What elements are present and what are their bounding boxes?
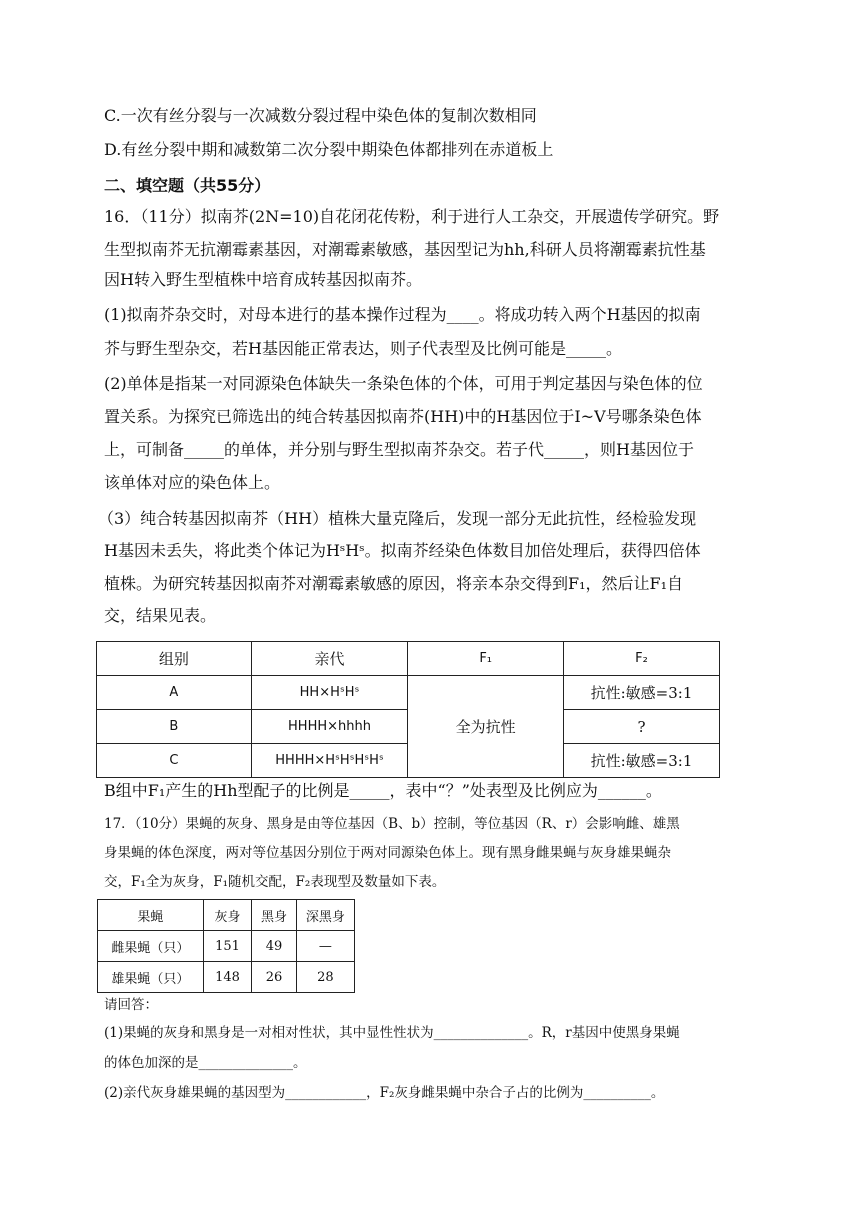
table-header-row xyxy=(98,900,355,931)
q17-sub: (2)亲代灰身雄果蝇的基因型为____________，F₂灰身雌果蝇中杂合子占的比例为__________。 xyxy=(104,1085,665,1101)
q16-line: 该单体对应的染色体上。 xyxy=(104,473,281,492)
table-cell-f2: ? xyxy=(564,710,720,744)
table-cell-parents: HHHH×hhhh xyxy=(251,710,408,744)
table-cell: 26 xyxy=(252,962,296,993)
table-header-cell: F₂ xyxy=(564,642,720,676)
table-header-cell: 灰身 xyxy=(203,900,252,931)
q16-line: 植株。为研究转基因拟南芥对潮霉素敏感的原因，将亲本杂交得到F₁，然后让F₁自 xyxy=(104,574,684,593)
q17-line: 身果蝇的体色深度，两对等位基因分别位于两对同源染色体上。现有黑身雌果蝇与灰身雄果蝇杂 xyxy=(104,845,671,861)
table-cell: 151 xyxy=(203,931,252,962)
option-d: D.有丝分裂中期和减数第二次分裂中期染色体都排列在赤道板上 xyxy=(104,140,554,159)
q17-line: 交，F₁全为灰身，F₁随机交配，F₂表现型及数量如下表。 xyxy=(104,874,446,890)
table-cell-group: B xyxy=(97,710,252,744)
table-header-cell: 黑身 xyxy=(252,900,296,931)
table-cell-group: C xyxy=(97,744,252,778)
q16-line: (2)单体是指某一对同源染色体缺失一条染色体的个体，可用于判定基因与染色体的位 xyxy=(104,374,703,393)
table-cell-f1-merged: 全为抗性 xyxy=(408,676,564,778)
table-cell-f2: 抗性:敏感=3:1 xyxy=(564,676,720,710)
q16-line: 交，结果见表。 xyxy=(104,606,217,625)
table-cell-f2: 抗性:敏感=3:1 xyxy=(564,744,720,778)
table-cell: 148 xyxy=(203,962,252,993)
table-cell: 28 xyxy=(296,962,354,993)
q16-line: 16．（11分）拟南芥(2N=10)自花闭花传粉，利于进行人工杂交，开展遗传学研究。野 xyxy=(104,207,720,226)
section-heading: 二、填空题（共55分） xyxy=(104,176,271,195)
q16-after-table: B组中F₁产生的Hh型配子的比例是_____，表中“？”处表型及比例应为______。 xyxy=(104,781,662,800)
q16-line: （3）纯合转基因拟南芥（HH）植株大量克隆后，发现一部分无此抗性，经检验发现 xyxy=(98,509,697,528)
q16-line: 置关系。为探究已筛选出的纯合转基因拟南芥(HH)中的H基因位于Ⅰ~Ⅴ号哪条染色体 xyxy=(104,407,702,426)
table-cell: 雄果蝇（只） xyxy=(98,962,204,993)
table-row xyxy=(97,676,720,710)
table-cell-parents: HHHH×HˢHˢHˢHˢ xyxy=(251,744,408,778)
table-header-cell: 亲代 xyxy=(251,642,408,676)
q16-line: 因H转入野生型植株中培育成转基因拟南芥。 xyxy=(104,270,422,289)
q17-table xyxy=(97,899,355,993)
table-cell: 49 xyxy=(252,931,296,962)
q16-line: (1)拟南芥杂交时，对母本进行的基本操作过程为____。将成功转入两个H基因的拟南 xyxy=(104,305,701,324)
q17-prompt: 请回答： xyxy=(104,997,158,1013)
q17-line: 17．（10分）果蝇的灰身、黑身是由等位基因（B、b）控制，等位基因（R、r）会影响雌、雄黑 xyxy=(104,816,680,832)
q17-sub: 的体色加深的是______________。 xyxy=(104,1055,307,1071)
table-header-cell: 组别 xyxy=(97,642,252,676)
table-cell: — xyxy=(296,931,354,962)
q16-line: 上，可制备_____的单体，并分别与野生型拟南芥杂交。若子代_____，则H基因位于 xyxy=(104,440,694,459)
table-header-row xyxy=(97,642,720,676)
table-header-cell: F₁ xyxy=(408,642,564,676)
option-c: C.一次有丝分裂与一次减数分裂过程中染色体的复制次数相同 xyxy=(104,106,537,125)
table-row xyxy=(98,962,355,993)
q16-line: H基因未丢失，将此类个体记为HˢHˢ。拟南芥经染色体数目加倍处理后，获得四倍体 xyxy=(104,541,701,560)
table-cell: 雌果蝇（只） xyxy=(98,931,204,962)
table-header-cell: 果蝇 xyxy=(98,900,204,931)
table-header-cell: 深黑身 xyxy=(296,900,354,931)
q17-sub: (1)果蝇的灰身和黑身是一对相对性状，其中显性性状为______________。R，r基因中使黑身果蝇 xyxy=(104,1025,680,1041)
table-cell-parents: HH×HˢHˢ xyxy=(251,676,408,710)
table-row xyxy=(98,931,355,962)
table-cell-group: A xyxy=(97,676,252,710)
q16-line: 芥与野生型杂交，若H基因能正常表达，则子代表型及比例可能是_____。 xyxy=(104,339,622,358)
q16-line: 生型拟南芥无抗潮霉素基因，对潮霉素敏感，基因型记为hh,科研人员将潮霉素抗性基 xyxy=(104,240,706,259)
q16-table xyxy=(96,641,720,778)
